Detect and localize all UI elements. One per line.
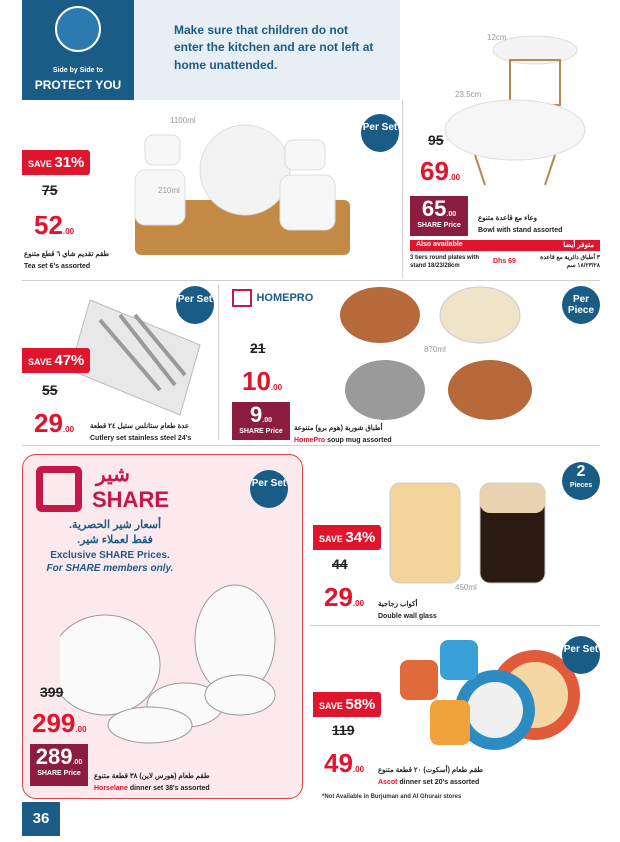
teaset-new-price [34, 210, 74, 241]
divider-v2 [218, 285, 219, 440]
ascot-name [378, 778, 479, 788]
excl-en-1: Exclusive SHARE Prices. [50, 550, 170, 561]
teaset-new-cents: .00 [62, 227, 75, 236]
ascot-name-ar: طقم طعام (أسكوت) ٢٠ قطعة متنوع [378, 767, 483, 774]
cutlery-name-ar: عدة طعام ستانلس ستيل ٢٤ قطعة [90, 423, 190, 430]
divider-h1 [22, 280, 600, 281]
cutlery-per-set-badge: Per Set [176, 286, 214, 324]
bowl-share-cents: .00 [446, 211, 457, 218]
soup-name-rest: soup mug assorted [327, 437, 392, 444]
ascot-new-value: 49 [324, 748, 353, 778]
teaset-per-set-badge: Per Set [361, 114, 399, 152]
teaset-save-badge [22, 150, 90, 175]
bowl-image [440, 20, 590, 195]
dinner-per-set-badge: Per Set [250, 470, 288, 508]
homepro-house-icon [232, 289, 252, 307]
bowl-share-label: SHARE Price [417, 222, 461, 229]
glass-pieces-badge [562, 462, 600, 500]
badge-line2: PROTECT YOU [34, 78, 122, 92]
teaset-name-ar: طقم تقديم شاي ٦ قطع متنوع [24, 251, 110, 258]
protect-banner [22, 0, 134, 100]
dinner-share-price-box [30, 744, 88, 786]
bowl-old-price: 95 [428, 132, 444, 148]
soup-new-price [242, 366, 282, 397]
teaset-vol2: 210ml [158, 186, 180, 195]
bowl-dim1: 12cm [487, 33, 507, 42]
divider-v1 [402, 100, 403, 278]
ascot-save-pct: 58% [345, 696, 376, 713]
dinner-new-value: 299 [32, 708, 76, 738]
homepro-logo [232, 289, 332, 311]
glass-image [385, 458, 560, 588]
page-number: 36 [22, 802, 60, 836]
also-item: 3 tiers round plates with stand 18/23/28cm [410, 255, 480, 270]
ascot-save-label: SAVE [319, 701, 343, 711]
glass-save-pct: 34% [345, 529, 376, 546]
soup-name [294, 436, 392, 446]
glass-old-price: 44 [332, 556, 348, 572]
ascot-name-brand: Ascot [378, 779, 398, 786]
dinner-old-price: 399 [40, 684, 64, 700]
teaset-save-label: SAVE [28, 159, 52, 169]
cutlery-new-value: 29 [34, 408, 63, 438]
also-label-ar: متوفر أيضا [563, 242, 594, 249]
teaset-save-pct: 31% [54, 154, 85, 171]
homepro-brand: HOMEPRO [256, 292, 314, 304]
teaset-name: Tea set 6's assorted [24, 263, 91, 270]
glass-name-ar: أكواب زجاجية [378, 601, 418, 608]
dinner-new-price [32, 708, 87, 739]
dinner-share-value: 289 [35, 744, 73, 769]
ascot-save-badge [313, 692, 381, 717]
also-available-bar [410, 240, 600, 251]
dinner-new-cents: .00 [75, 725, 87, 734]
cutlery-new-cents: .00 [62, 425, 75, 434]
cutlery-save-badge [22, 348, 90, 373]
glass-new-value: 29 [324, 582, 353, 612]
divider-h3 [310, 625, 600, 626]
soup-old-price: 21 [250, 340, 266, 356]
bowl-new-price [420, 156, 460, 187]
cutlery-new-price [34, 408, 74, 439]
teaset-old-price: 75 [42, 182, 58, 198]
soup-badge-line2: Piece [567, 305, 595, 316]
dinner-image [60, 580, 280, 750]
bowl-share-price-box [410, 196, 468, 236]
also-label: Also available [416, 241, 463, 248]
cutlery-save-pct: 47% [54, 352, 85, 369]
footnote: *Not Available in Burjuman and Al Ghurair stores [322, 794, 462, 800]
soup-name-ar: أطباق شوربة (هوم برو) متنوعة [294, 425, 383, 432]
cutlery-name: Cutlery set stainless steel 24's [90, 435, 192, 442]
also-price: Dhs 69 [493, 258, 516, 265]
soup-share-cents: .00 [262, 417, 272, 424]
ascot-old-price: 119 [332, 722, 355, 738]
bowl-new-value: 69 [420, 156, 449, 186]
glass-badge-num: 2 [576, 463, 586, 480]
excl-en-2: For SHARE members only. [46, 563, 174, 574]
shield-icon [55, 6, 101, 52]
glass-save-label: SAVE [319, 534, 343, 544]
excl-ar-1: أسعار شير الحصرية. [68, 519, 162, 531]
dinner-share-label: SHARE Price [37, 770, 81, 777]
soup-share-label: SHARE Price [239, 428, 283, 435]
share-logo-ar: شير [96, 464, 130, 486]
soup-name-brand: HomePro [294, 437, 326, 444]
glass-new-price [324, 582, 364, 613]
ascot-image [385, 630, 585, 765]
teaset-vol1: 1100ml [170, 116, 196, 125]
dinner-name-brand: Horselane [94, 785, 128, 792]
soup-new-cents: .00 [270, 383, 283, 392]
glass-save-badge [313, 525, 381, 550]
warning-text: Make sure that children do not enter the kitchen and are not left at home unattended. [134, 0, 400, 100]
glass-badge-txt: Pieces [569, 482, 593, 489]
bowl-name: Bowl with stand assorted [478, 227, 563, 234]
dinner-name-ar: طقم طعام (هورس لاين) ٣٨ قطعة متنوع [94, 773, 210, 780]
dinner-name-rest: dinner set 38's assorted [129, 785, 210, 792]
ascot-new-price [324, 748, 364, 779]
bowl-share-value: 65 [421, 196, 447, 221]
share-logo-icon [36, 466, 82, 512]
dinner-share-cents: .00 [72, 759, 83, 766]
soup-share-value: 9 [250, 402, 263, 427]
soup-share-price-box [232, 402, 290, 440]
bowl-name-ar: وعاء مع قاعدة متنوع [478, 215, 538, 222]
excl-ar-2: فقط لعملاء شير. [77, 534, 153, 546]
soup-image [330, 285, 560, 435]
bowl-per-set-badge: Per Set [410, 122, 446, 133]
teaset-new-value: 52 [34, 210, 63, 240]
ascot-per-set-badge: Per Set [562, 636, 600, 674]
soup-vol: 870ml [424, 345, 446, 354]
ascot-name-rest: dinner set 20's assorted [399, 779, 480, 786]
dinner-name [94, 784, 210, 794]
bowl-new-cents: .00 [448, 173, 461, 182]
bowl-dim2: 23.5cm [455, 90, 482, 99]
soup-per-piece-badge [562, 286, 600, 324]
soup-badge-line1: Per [572, 294, 590, 305]
share-logo-en: SHARE [92, 487, 170, 512]
glass-vol: 450ml [455, 583, 477, 592]
badge-line1: Side by Side to [52, 67, 104, 74]
also-item-ar: ٣ أطباق دائرية مع قاعدة ١٨/٢٣/٢٨ سم [540, 255, 600, 270]
ascot-new-cents: .00 [352, 765, 365, 774]
soup-new-value: 10 [242, 366, 271, 396]
cutlery-old-price: 55 [42, 382, 58, 398]
cutlery-save-label: SAVE [28, 357, 52, 367]
glass-new-cents: .00 [352, 599, 365, 608]
glass-name: Double wall glass [378, 613, 437, 620]
